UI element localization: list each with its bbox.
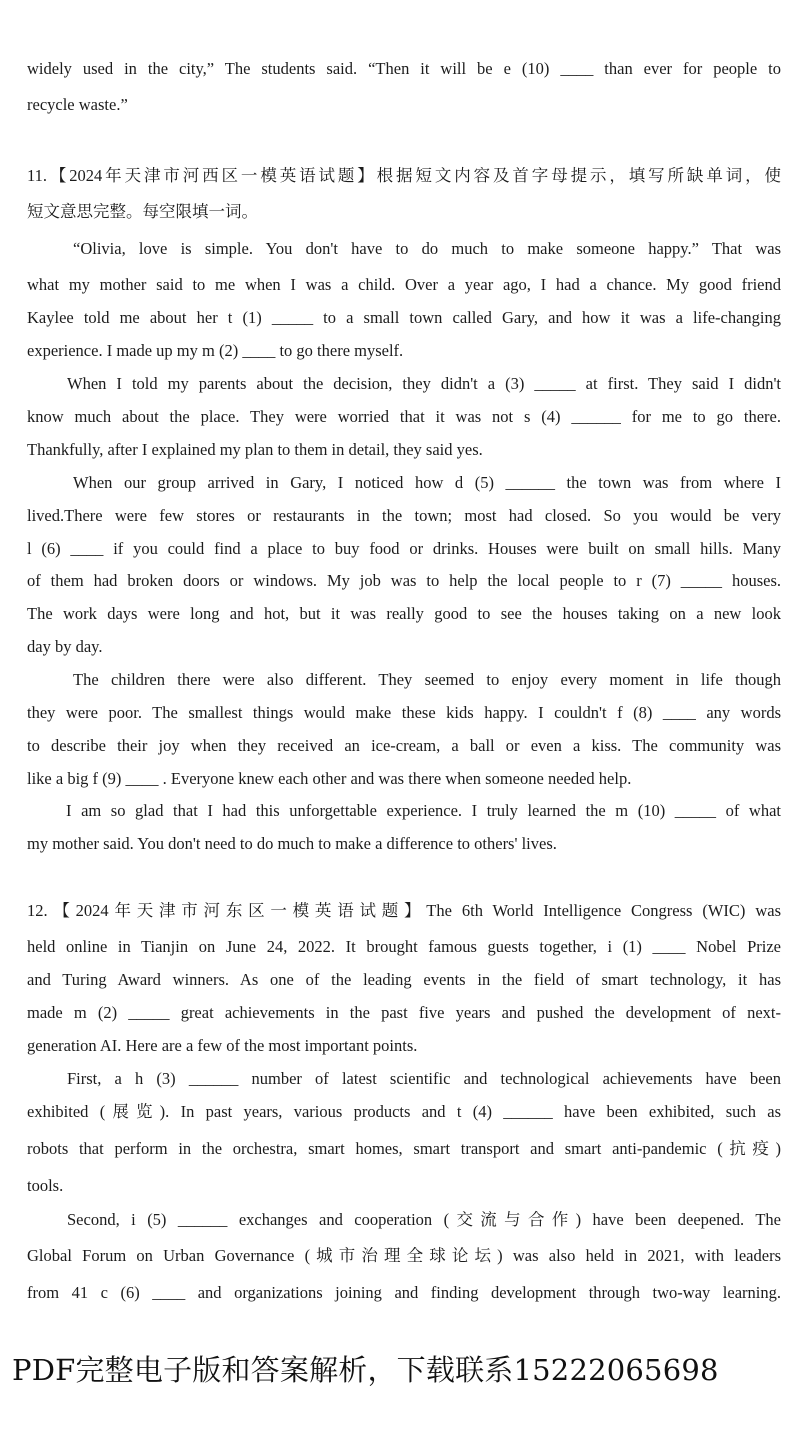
text-line: When I told my parents about the decision, they didn't a (3) _____ at first. They said I didn't <box>67 374 781 393</box>
text-line: like a big f (9) ____ . Everyone knew each other and was there when someone needed help. <box>27 769 632 788</box>
footer-contact-text: PDF完整电子版和答案解析，下载联系15222065698 <box>12 1353 719 1387</box>
text-line: exhibited (展览). In past years, various products and t (4) ______ have been exhibited, such as <box>27 1102 781 1121</box>
text-line: robots that perform in the orchestra, smart homes, smart transport and smart anti-pandemic (抗疫) <box>27 1139 781 1158</box>
text-line: Global Forum on Urban Governance (城市治理全球论坛) was also held in 2021, with leaders <box>27 1246 781 1265</box>
text-line: of them had broken doors or windows. My job was to help the local people to r (7) _____ houses. <box>27 571 781 590</box>
text-line: The children there were also different. They seemed to enjoy every moment in life though <box>73 670 781 689</box>
text-line: from 41 c (6) ____ and organizations joining and finding development through two-way learning. <box>27 1283 781 1302</box>
text-line: 短文意思完整。每空限填一词。 <box>27 202 258 221</box>
text-line: Second, i (5) ______ exchanges and cooperation (交流与合作) have been deepened. The <box>67 1210 781 1229</box>
text-line: “Olivia, love is simple. You don't have to do much to make someone happy.” That was <box>73 239 781 258</box>
text-line: experience. I made up my m (2) ____ to go there myself. <box>27 341 404 360</box>
text-line: my mother said. You don't need to do much to make a difference to others' lives. <box>27 834 557 853</box>
text-line: what my mother said to me when I was a child. Over a year ago, I had a chance. My good friend <box>27 275 781 294</box>
text-line: 12.【2024年天津市河东区一模英语试题】The 6th World Intelligence Congress (WIC) was <box>27 901 781 920</box>
text-line: recycle waste.” <box>27 95 128 114</box>
text-line: Kaylee told me about her t (1) _____ to a small town called Gary, and how it was a life-changing <box>27 308 781 327</box>
text-line: The work days were long and hot, but it was really good to see the houses taking on a new look <box>27 604 781 623</box>
text-line: When our group arrived in Gary, I noticed how d (5) ______ the town was from where I <box>73 473 781 492</box>
text-line: generation AI. Here are a few of the most important points. <box>27 1036 418 1055</box>
text-line: know much about the place. They were worried that it was not s (4) ______ for me to go there. <box>27 407 781 426</box>
text-line: they were poor. The smallest things would make these kids happy. I couldn't f (8) ____ any words <box>27 703 781 722</box>
text-line: Thankfully, after I explained my plan to them in detail, they said yes. <box>27 440 483 459</box>
text-line: made m (2) _____ great achievements in the past five years and pushed the development of next- <box>27 1003 781 1022</box>
text-line: 11.【2024年天津市河西区一模英语试题】根据短文内容及首字母提示，填写所缺单词，使 <box>27 166 781 185</box>
text-line: day by day. <box>27 637 103 656</box>
text-line: First, a h (3) ______ number of latest scientific and technological achievements have been <box>67 1069 781 1088</box>
text-line: tools. <box>27 1176 64 1195</box>
text-line: I am so glad that I had this unforgettable experience. I truly learned the m (10) _____ of what <box>66 801 781 820</box>
text-line: and Turing Award winners. As one of the leading events in the field of smart technology, it has <box>27 970 781 989</box>
text-line: held online in Tianjin on June 24, 2022. It brought famous guests together, i (1) ____ Nobel Prize <box>27 937 781 956</box>
text-line: l (6) ____ if you could find a place to buy food or drinks. Houses were built on small hills. Many <box>27 539 781 558</box>
text-line: lived.There were few stores or restaurants in the town; most had closed. So you would be very <box>27 506 781 525</box>
text-line: widely used in the city,” The students said. “Then it will be e (10) ____ than ever for people to <box>27 59 781 78</box>
text-line: to describe their joy when they received an ice-cream, a ball or even a kiss. The community was <box>27 736 781 755</box>
